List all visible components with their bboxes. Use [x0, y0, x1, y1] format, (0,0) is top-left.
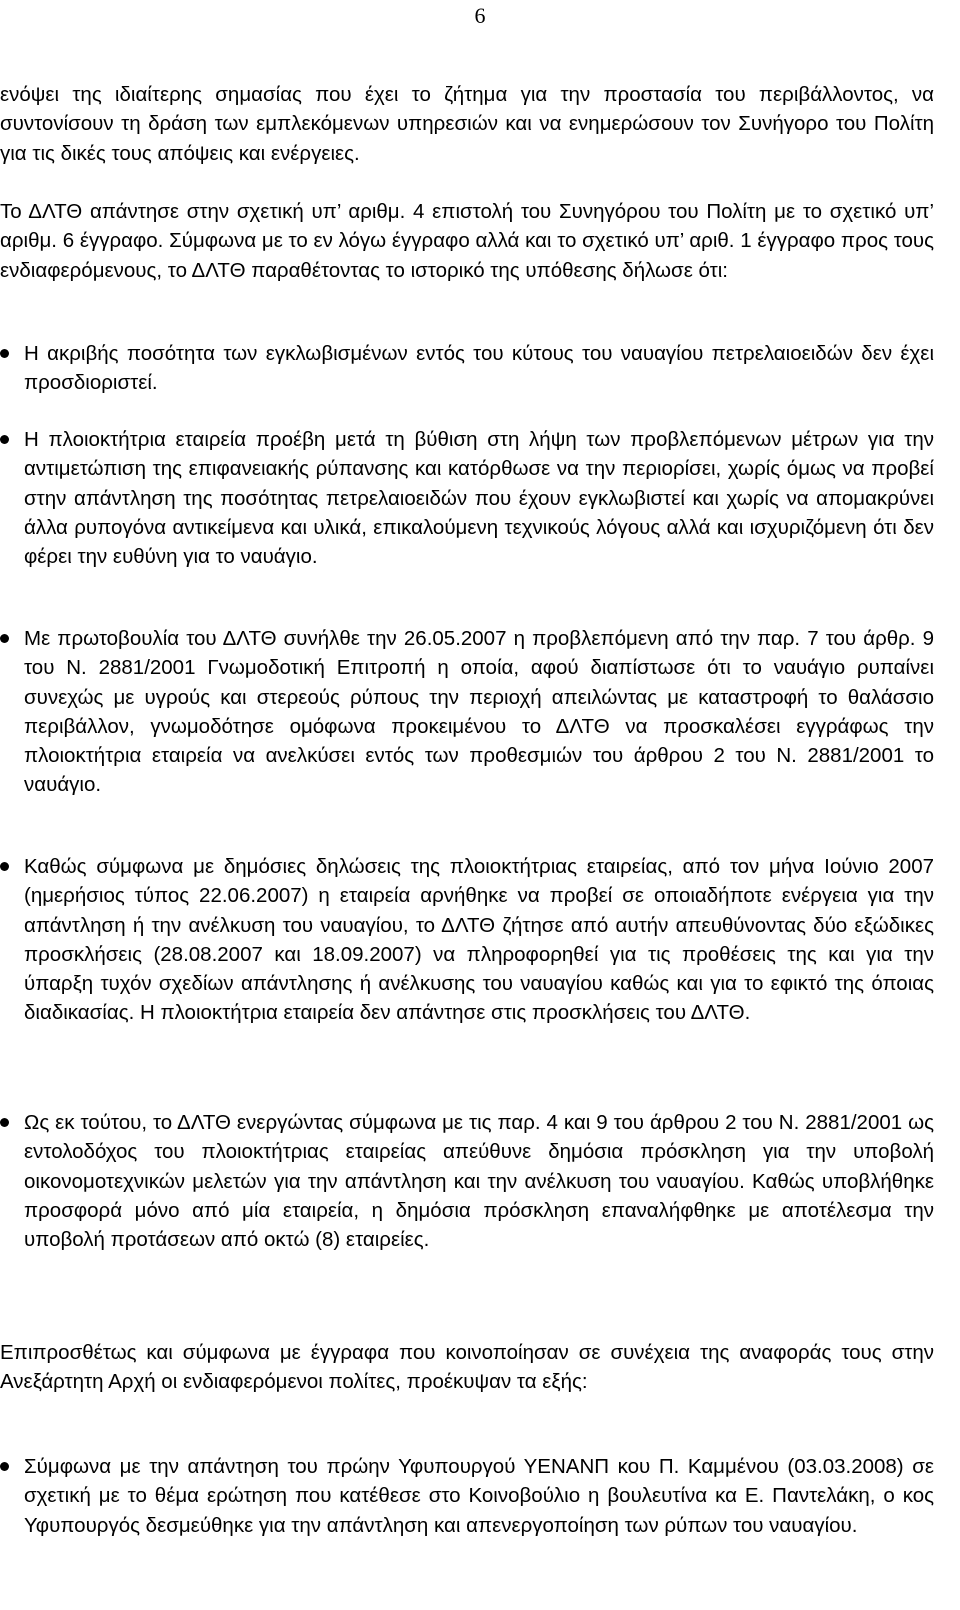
bullet-text: Σύμφωνα με την απάντηση του πρώην Υφυπουργού ΥΕΝΑΝΠ κου Π. Καμμένου (03.03.2008) σε σχετική με το θέμα ερώτηση που κατέθεσε στο Κοινοβούλιο η βουλευτίνα κα Ε. Παντελάκη, ο κος Υφυπουργός δεσμεύθηκε για την απάντληση και απενεργοποίηση των ρύπων του ναυαγίου. [24, 1455, 934, 1537]
bullet-item [0, 1108, 934, 1254]
bullet-dot-icon [0, 862, 9, 871]
bullet-item [0, 1452, 934, 1540]
bullet-text: Η ακριβής ποσότητα των εγκλωβισμένων εντός του κύτους του ναυαγίου πετρελαιοειδών δεν έχει προσδιοριστεί. [24, 342, 934, 395]
bullet-dot-icon [0, 634, 9, 643]
bullet-text: Με πρωτοβουλία του ΔΛΤΘ συνήλθε την 26.05.2007 η προβλεπόμενη από την παρ. 7 του άρθρ. 9 του Ν. 2881/2001 Γνωμοδοτική Επιτροπή η οποία, αφού διαπίστωσε ότι το ναυάγιο ρυπαίνει συνεχώς με υγρούς και στερεούς ρύπους την περιοχή απειλώντας με καταστροφή το θαλάσσιο περιβάλλον, γνωμοδότησε ομόφωνα προκειμένου το ΔΛΤΘ να προσκαλέσει εγγράφως την πλοιοκτήτρια εταιρεία να ανελκύσει εντός των προθεσμιών του άρθρου 2 του Ν. 2881/2001 το ναυάγιο. [24, 627, 934, 797]
bullet-text: Η πλοιοκτήτρια εταιρεία προέβη μετά τη βύθιση στη λήψη των προβλεπόμενων μέτρων για την αντιμετώπιση της επιφανειακής ρύπανσης και κατόρθωσε να την περιορίσει, χωρίς όμως να προβεί στην απάντληση της ποσότητας πετρελαιοειδών που έχουν εγκλωβιστεί και χωρίς να απομακρύνει άλλα ρυπογόνα αντικείμενα και υλικά, επικαλούμενη τεχνικούς λόγους αλλά και ισχυριζόμενη ότι δεν φέρει την ευθύνη για το ναυάγιο. [24, 428, 934, 569]
bullet-text: Ως εκ τούτου, το ΔΛΤΘ ενεργώντας σύμφωνα με τις παρ. 4 και 9 του άρθρου 2 του Ν. 2881/2001 ως εντολοδόχος του πλοιοκτήτριας εταιρείας απεύθυνε δημόσια πρόσκληση για την υποβολή οικονομοτεχνικών μελετών για την απάντληση και την ανέλκυση του ναυαγίου. Καθώς υποβλήθηκε προσφορά μόνο από μία εταιρεία, η δημόσια πρόσκληση επαναλήφθηκε με αποτέλεσμα την υποβολή προτάσεων από οκτώ (8) εταιρείες. [24, 1111, 934, 1252]
bullet-item [0, 624, 934, 800]
paragraph-intro: ενόψει της ιδιαίτερης σημασίας που έχει το ζήτημα για την προστασία του περιβάλλοντος, να συντονίσουν τη δράση των εμπλεκόμενων υπηρεσιών και να ενημερώσουν τον Συνήγορο του Πολίτη για τις δικές τους απόψεις και ενέργειες. [0, 83, 934, 165]
bullet-dot-icon [0, 1462, 9, 1471]
bullet-item [0, 852, 934, 1028]
bullet-dot-icon [0, 1118, 9, 1127]
bullet-dot-icon [0, 435, 9, 444]
bullet-dot-icon [0, 349, 9, 358]
bullet-item [0, 339, 934, 398]
bullet-item [0, 425, 934, 571]
page-number: 6 [474, 3, 486, 28]
bullet-text: Καθώς σύμφωνα με δημόσιες δηλώσεις της πλοιοκτήτριας εταιρείας, από τον μήνα Ιούνιο 2007 (ημερήσιος τύπος 22.06.2007) η εταιρεία αρνήθηκε να προβεί σε οποιαδήποτε ενέργεια για την απάντληση ή την ανέλκυση του ναυαγίου, το ΔΛΤΘ ζήτησε από αυτήν απευθύνοντας δύο εξώδικες προσκλήσεις (28.08.2007 και 18.09.2007) να πληροφορηθεί για τις προθέσεις της και για την ύπαρξη τυχόν σχεδίων απάντλησης ή ανέλκυσης του ναυαγίου καθώς και για το εφικτό της όποιας διαδικασίας. Η πλοιοκτήτρια εταιρεία δεν απάντησε στις προσκλήσεις του ΔΛΤΘ. [24, 855, 934, 1025]
paragraph-closing: Επιπροσθέτως και σύμφωνα με έγγραφα που κοινοποίησαν σε συνέχεια της αναφοράς τους στην Ανεξάρτητη Αρχή οι ενδιαφερόμενοι πολίτες, προέκυψαν τα εξής: [0, 1341, 934, 1394]
paragraph-ltth-response: Το ΔΛΤΘ απάντησε στην σχετική υπ’ αριθμ. 4 επιστολή του Συνηγόρου του Πολίτη με το σχετικό υπ’ αριθμ. 6 έγγραφο. Σύμφωνα με το εν λόγω έγγραφο αλλά και το σχετικό υπ’ αριθ. 1 έγγραφο προς τους ενδιαφερόμενους, το ΔΛΤΘ παραθέτοντας το ιστορικό της υπόθεσης δήλωσε ότι: [0, 200, 934, 282]
